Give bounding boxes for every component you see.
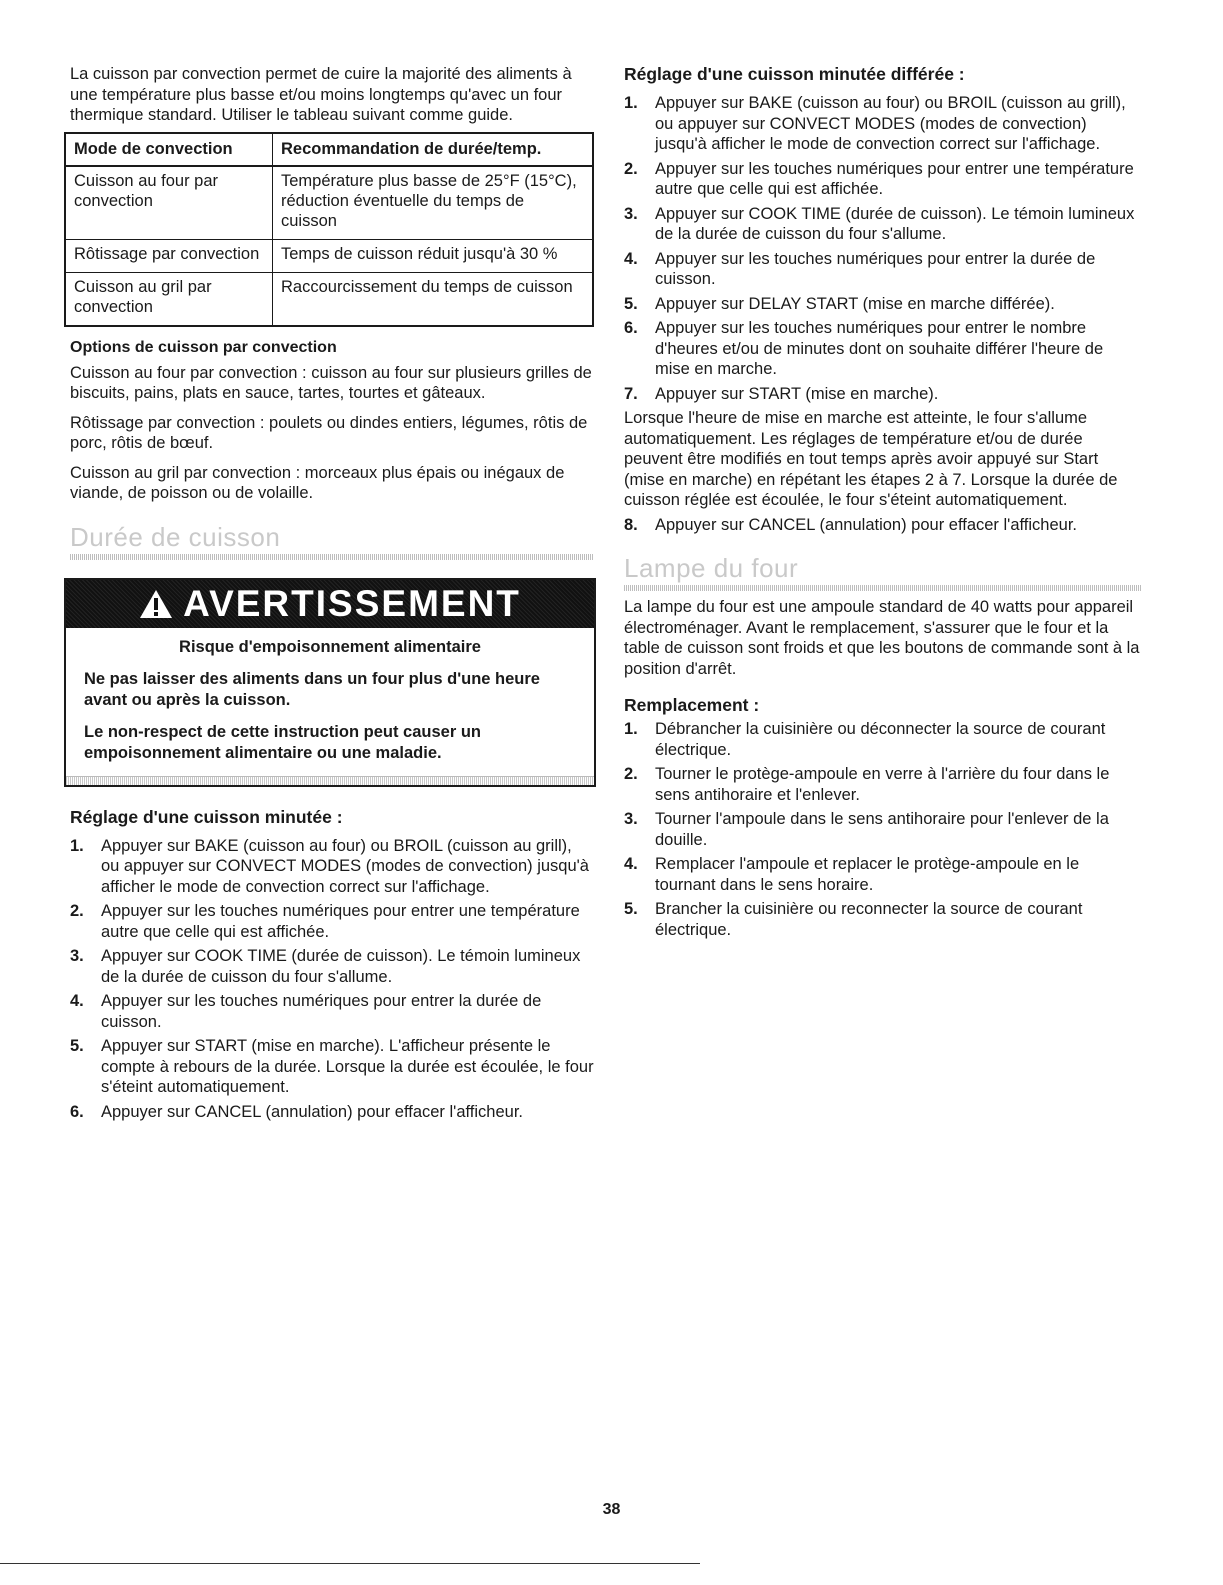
step-number: 1. [70,836,84,855]
list-item [70,946,594,987]
step-number: 3. [624,810,638,828]
step-text: Appuyer sur les touches numériques pour entrer une température autre que celle qui est affichée. [655,159,1134,198]
table-cell: Cuisson au four par convection [65,166,273,240]
warning-message: Le non-respect de cette instruction peut causer un empoisonnement alimentaire ou une maladie. [84,722,481,762]
table-header-row [65,133,593,166]
warning-box [64,578,596,787]
warning-title: AVERTISSEMENT [183,582,521,624]
replacement-title: Remplacement : [624,695,760,715]
step-number: 2. [70,902,84,920]
list-item [624,93,1142,155]
list-item [70,1036,594,1098]
step-number: 3. [624,204,638,223]
list-item [624,249,1142,290]
warning-triangle-icon [139,589,173,619]
table-row [65,239,593,272]
warning-bottom-rule [66,776,594,785]
delayed-cooking-title: Réglage d'une cuisson minutée différée : [624,64,965,84]
step-text: Tourner l'ampoule dans le sens antihoraire pour l'enlever de la douille. [655,810,1109,849]
step-text: Appuyer sur BAKE (cuisson au four) ou BROIL (cuisson au grill), ou appuyer sur CONVECT MODES (modes de convection) jusqu'à afficher le mode de convection correct sur l'affichage. [655,94,1126,153]
options-title: Options de cuisson par convection [70,338,337,356]
step-text: Appuyer sur START (mise en marche). L'afficheur présente le compte à rebours de la durée. Lorsque la durée est écoulée, le four s'éteint automatiquement. [101,1037,594,1096]
right-column [624,64,1142,944]
step-text: Appuyer sur les touches numériques pour entrer le nombre d'heures et/ou de minutes dont on souhaite différer l'heure de mise en marche. [655,319,1104,378]
delayed-steps-list-cont [624,515,1142,536]
step-text: Appuyer sur CANCEL (annulation) pour effacer l'afficheur. [101,1102,523,1121]
table-cell: Cuisson au gril par convection [65,272,273,326]
section-title-duree: Durée de cuisson [70,521,281,552]
step-number: 4. [624,249,638,268]
step-text: Appuyer sur BAKE (cuisson au four) ou BROIL (cuisson au grill), ou appuyer sur CONVECT MODES (modes de convection) jusqu'à afficher le mode de convection correct sur l'affichage. [101,836,589,896]
list-item [624,515,1142,536]
list-item [624,764,1142,805]
warning-header [66,580,594,628]
step-number: 1. [624,720,638,738]
step-number: 5. [624,900,638,918]
step-number: 6. [70,1102,84,1121]
list-item [70,1102,594,1123]
intro-paragraph: La cuisson par convection permet de cuire la majorité des aliments à une température plus basse et/ou moins longtemps qu'avec un four thermique standard. Utiliser le tableau suivant comme guide. [70,65,572,124]
step-text: Brancher la cuisinière ou reconnecter la source de courant électrique. [655,900,1083,939]
table-cell: Temps de cuisson réduit jusqu'à 30 % [273,239,594,272]
delayed-steps-list [624,93,1142,404]
section-rule [624,585,1142,591]
step-number: 2. [624,159,638,178]
table-header-cell: Mode de convection [65,133,273,166]
list-item [624,159,1142,200]
step-text: Appuyer sur les touches numériques pour entrer la durée de cuisson. [101,992,542,1031]
delayed-note: Lorsque l'heure de mise en marche est atteinte, le four s'allume automatiquement. Les réglages de température et/ou de durée peuvent être modifiés en tout temps après avoir appuyé sur Start (mise en marche) en répétant les étapes 2 à 7. Lorsque la durée de cuisson réglée est écoulée, le four s'éteint automatiquement. [624,409,1118,509]
step-number: 6. [624,319,638,337]
table-header-cell: Recommandation de durée/temp. [273,133,594,166]
timed-steps-list [70,836,594,1123]
list-item [624,899,1142,940]
replacement-steps-list [624,719,1142,940]
section-title-lampe: Lampe du four [624,553,799,583]
table-cell: Température plus basse de 25°F (15°C), réduction éventuelle du temps de cuisson [273,166,594,240]
list-item [70,901,594,942]
warning-body [66,628,594,776]
step-number: 5. [70,1037,84,1055]
list-item [624,854,1142,895]
footer-rule [0,1563,700,1564]
step-text: Appuyer sur COOK TIME (durée de cuisson). Le témoin lumineux de la durée de cuisson du four s'allume. [101,947,581,986]
step-number: 1. [624,94,638,112]
option-paragraph: Cuisson au four par convection : cuisson au four sur plusieurs grilles de biscuits, pains, plats en sauce, tartes, tourtes et gâteaux. [70,363,592,402]
warning-message: Ne pas laisser des aliments dans un four plus d'une heure avant ou après la cuisson. [84,669,540,709]
step-text: Débrancher la cuisinière ou déconnecter la source de courant électrique. [655,720,1106,759]
list-item [70,836,594,898]
table-row [65,272,593,326]
warning-hazard: Risque d'empoisonnement alimentaire [179,637,481,656]
step-text: Remplacer l'ampoule et replacer le protège-ampoule en le tournant dans le sens horaire. [655,855,1080,894]
convection-table [64,132,594,327]
step-text: Appuyer sur les touches numériques pour entrer la durée de cuisson. [655,249,1096,288]
step-number: 2. [624,765,638,783]
page-number: 38 [602,1501,621,1518]
list-item [624,318,1142,380]
step-number: 3. [70,947,84,965]
step-number: 4. [70,992,84,1010]
step-number: 5. [624,294,638,313]
step-text: Appuyer sur les touches numériques pour entrer une température autre que celle qui est affichée. [101,902,580,941]
list-item [624,294,1142,315]
timed-cooking-title: Réglage d'une cuisson minutée : [70,806,343,827]
table-row [65,166,593,240]
option-paragraph: Rôtissage par convection : poulets ou dindes entiers, légumes, rôtis de porc, rôtis de bœuf. [70,413,588,452]
list-item [624,809,1142,850]
table-cell: Rôtissage par convection [65,239,273,272]
step-text: Appuyer sur DELAY START (mise en marche différée). [655,294,1055,313]
list-item [624,204,1142,245]
step-number: 7. [624,384,638,403]
step-text: Appuyer sur COOK TIME (durée de cuisson). Le témoin lumineux de la durée de cuisson du four s'allume. [655,204,1135,243]
option-paragraph: Cuisson au gril par convection : morceaux plus épais ou inégaux de viande, de poisson ou de volaille. [70,463,565,502]
step-text: Tourner le protège-ampoule en verre à l'arrière du four dans le sens antihoraire et l'enlever. [655,765,1110,804]
step-text: Appuyer sur START (mise en marche). [655,384,939,403]
step-number: 8. [624,515,638,534]
list-item [624,719,1142,760]
step-text: Appuyer sur CANCEL (annulation) pour effacer l'afficheur. [655,515,1077,534]
list-item [624,384,1142,405]
left-column [70,64,594,1126]
lamp-paragraph: La lampe du four est une ampoule standard de 40 watts pour appareil électroménager. Avant le remplacement, s'assurer que le four et la table de cuisson sont froids et que les boutons de commande sont à la position d'arrêt. [624,598,1140,678]
list-item [70,991,594,1032]
section-rule [70,554,594,560]
table-cell: Raccourcissement du temps de cuisson [273,272,594,326]
step-number: 4. [624,855,638,873]
